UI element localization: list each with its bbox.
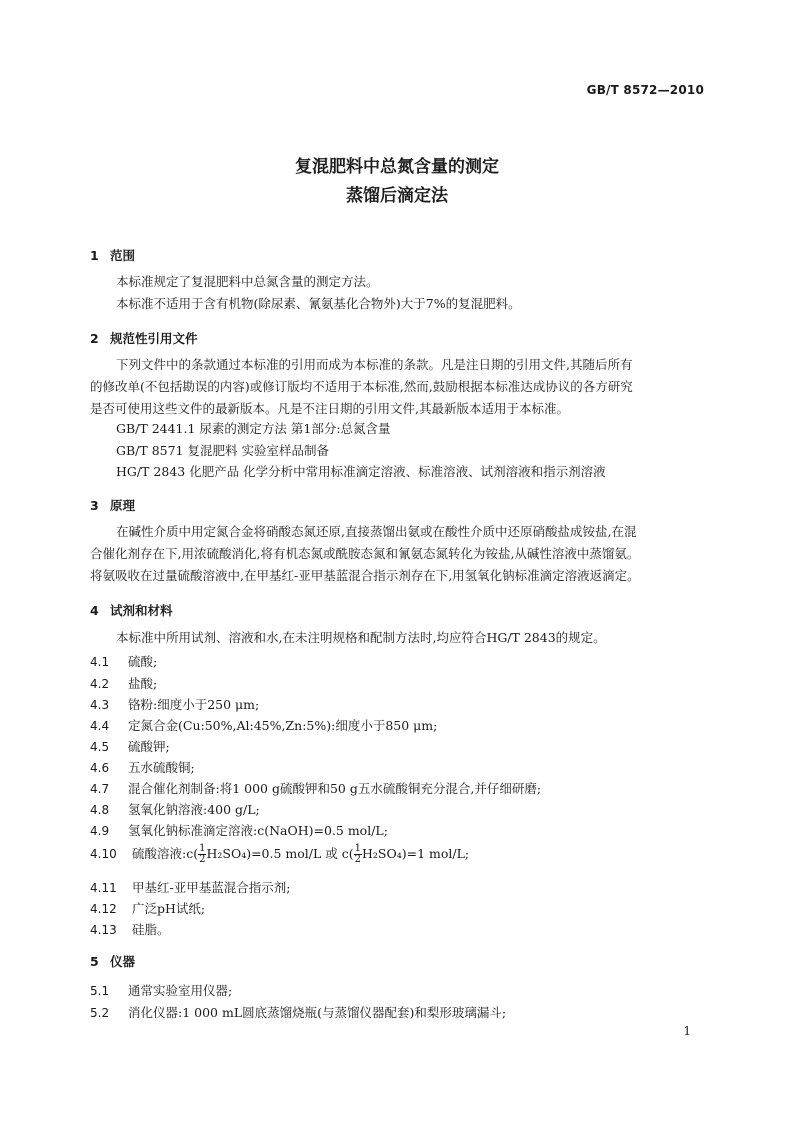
list-item: 4.12 广泛pH试纸; (90, 901, 206, 916)
list-item-formula: 4.10 硫酸溶液:c( $\frac{1}{2}$ H₂SO₄)=0.5 mol/L 或 c( $\frac{1}{2}$ H₂SO₄)=1 mol/L; (90, 843, 470, 865)
section-heading-references: 2 规范性引用文件 (90, 331, 198, 346)
list-item: 4.2 盐酸; (90, 676, 158, 691)
page-number: 1 (683, 1024, 691, 1038)
paragraph-line: 下列文件中的条款通过本标准的引用而成为本标准的条款。凡是注日期的引用文件,其随后所有 (116, 357, 633, 372)
paragraph-line: 的修改单(不包括勘误的内容)或修订版均不适用于本标准,然而,鼓励根据本标准达成协议的各方研究 (90, 379, 633, 394)
section-heading-scope: 1 范围 (90, 248, 136, 263)
paragraph: 本标准规定了复混肥料中总氮含量的测定方法。 (116, 274, 379, 289)
list-item: 4.5 硫酸钾; (90, 739, 170, 754)
list-item: 4.6 五水硫酸铜; (90, 760, 195, 775)
paragraph: 本标准不适用于含有机物(除尿素、氰氨基化合物外)大于7%的复混肥料。 (116, 296, 521, 311)
paragraph-line: 在碱性介质中用定氮合金将硝酸态氮还原,直接蒸馏出氨或在酸性介质中还原硝酸盐成铵盐,在混 (116, 524, 637, 539)
reference-item: GB/T 8571 复混肥料 实验室样品制备 (116, 443, 329, 458)
section-heading-reagents: 4 试剂和材料 (90, 603, 173, 618)
list-item: 4.3 铬粉:细度小于250 μm; (90, 697, 260, 712)
standard-code: GB/T 8572—2010 (586, 83, 704, 97)
fraction-one-half: $\frac{1}{2}$ (199, 843, 206, 865)
paragraph-line: 将氨吸收在过量硫酸溶液中,在甲基红-亚甲基蓝混合指示剂存在下,用氢氧化钠标准滴定溶液返滴定。 (90, 568, 640, 583)
list-item: 4.8 氢氧化钠溶液:400 g/L; (90, 802, 260, 817)
paragraph-line: 是否可使用这些文件的最新版本。凡是不注日期的引用文件,其最新版本适用于本标准。 (90, 401, 569, 416)
fraction-one-half: $\frac{1}{2}$ (354, 843, 361, 865)
list-item: 4.1 硫酸; (90, 654, 158, 669)
document-subtitle: 蒸馏后滴定法 (346, 186, 448, 206)
paragraph-line: 合催化剂存在下,用浓硫酸消化,将有机态氮或酰胺态氮和氰氨态氮转化为铵盐,从碱性溶液中蒸馏氨。 (90, 546, 640, 561)
reference-item: GB/T 2441.1 尿素的测定方法 第1部分:总氮含量 (116, 421, 391, 436)
reference-item: HG/T 2843 化肥产品 化学分析中常用标准滴定溶液、标准溶液、试剂溶液和指示剂溶液 (116, 464, 606, 479)
list-item: 4.11 甲基红-亚甲基蓝混合指示剂; (90, 880, 291, 895)
paragraph: 本标准中所用试剂、溶液和水,在未注明规格和配制方法时,均应符合HG/T 2843的规定。 (116, 630, 606, 645)
list-item: 4.4 定氮合金(Cu:50%,Al:45%,Zn:5%):细度小于850 μm; (90, 718, 438, 733)
section-heading-apparatus: 5 仪器 (90, 954, 136, 969)
list-item: 4.7 混合催化剂制备:将1 000 g硫酸钾和50 g五水硫酸铜充分混合,并仔细研磨; (90, 781, 542, 796)
list-item: 4.9 氢氧化钠标准滴定溶液:c(NaOH)=0.5 mol/L; (90, 823, 388, 838)
section-heading-principle: 3 原理 (90, 498, 136, 513)
document-title: 复混肥料中总氮含量的测定 (295, 157, 499, 177)
list-item: 5.1 通常实验室用仪器; (90, 983, 233, 998)
list-item: 4.13 硅脂。 (90, 922, 170, 937)
list-item: 5.2 消化仪器:1 000 mL圆底蒸馏烧瓶(与蒸馏仪器配套)和梨形玻璃漏斗; (90, 1005, 507, 1020)
